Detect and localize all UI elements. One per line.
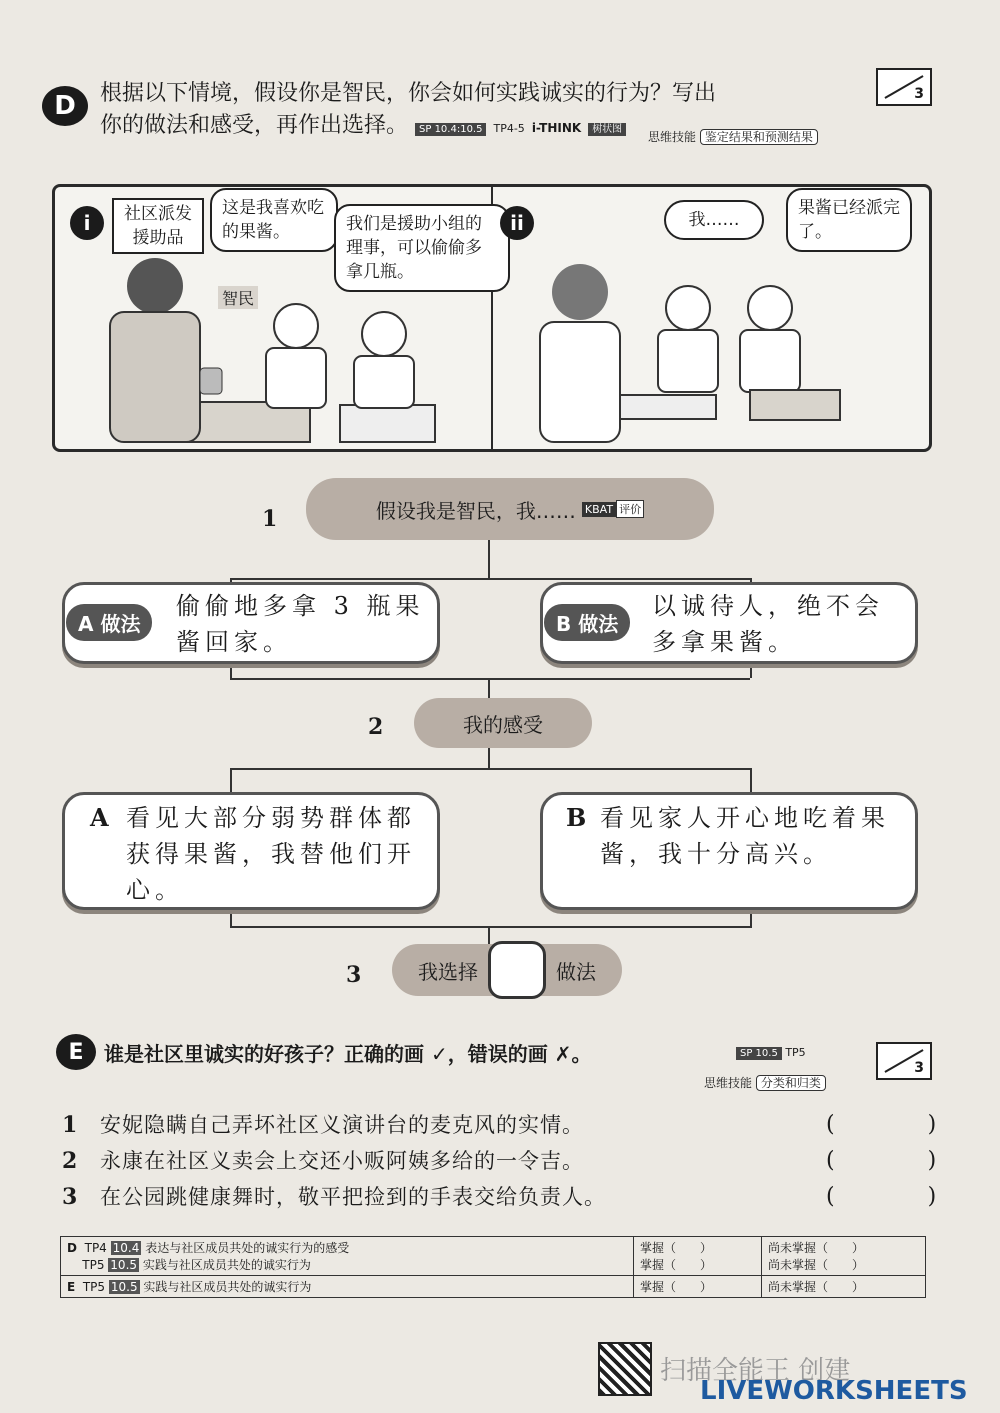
e-item-text: 安妮隐瞒自己弄坏社区义演讲台的麦克风的实情。 xyxy=(100,1113,584,1137)
assessment-table xyxy=(60,1236,926,1298)
tp-desc: 实践与社区成员共处的诚实行为 xyxy=(143,1280,312,1294)
section-e-question: 谁是社区里诚实的好孩子？正确的画 ✓，错误的画 ✗。 xyxy=(104,1042,592,1066)
option-b-text: 以诚待人，绝不会多拿果酱。 xyxy=(652,592,884,656)
skill-value: 鉴定结果和预测结果 xyxy=(700,129,818,145)
speech-bubble-boy: 这是我喜欢吃的果酱。 xyxy=(210,188,338,252)
step-1-label: 假设我是智民，我…… xyxy=(375,498,576,523)
e-item-3 xyxy=(62,1182,938,1218)
step-3-pre: 我选择 xyxy=(418,959,478,984)
skill-label: 思维技能 xyxy=(648,130,697,144)
girl-body xyxy=(354,356,414,408)
feeling-a-letter: A xyxy=(90,803,114,832)
community-sign: 社区派发援助品 xyxy=(112,198,204,254)
elder-body xyxy=(540,322,620,442)
choice-answer-box[interactable] xyxy=(488,941,546,999)
e-item-number: 2 xyxy=(62,1148,79,1174)
e-item-text: 在公园跳健康舞时，敬平把捡到的手表交给负责人。 xyxy=(100,1185,606,1209)
speech-bubble-girl: 我们是援助小组的理事，可以偷偷多拿几瓶。 xyxy=(334,204,510,292)
boy-body-2 xyxy=(658,330,718,392)
sp-code: 10.4 xyxy=(112,1241,140,1255)
sp-code: 10.5 xyxy=(110,1258,138,1272)
step-2-number: 2 xyxy=(368,714,384,740)
tp-level: TP5 xyxy=(82,1258,105,1272)
girl-head-2 xyxy=(748,286,792,330)
kbat-type: 评价 xyxy=(616,500,644,518)
step-3-number: 3 xyxy=(346,962,362,988)
scanner-watermark: 扫描全能王 创建 xyxy=(660,1356,851,1386)
not-mastered-label: 尚未掌握（ ） xyxy=(767,1241,864,1255)
e-skill-label: 思维技能 xyxy=(704,1076,753,1090)
not-mastered-label: 尚未掌握（ ） xyxy=(767,1258,864,1272)
table-cell-mastered: 掌握（ ） xyxy=(634,1276,762,1298)
section-e-score-box xyxy=(876,1042,932,1080)
section-e-skill xyxy=(704,1074,826,1091)
option-a-tag: A 做法 xyxy=(66,604,152,641)
jam-jar xyxy=(200,368,222,394)
name-tag-zhimin: 智民 xyxy=(218,286,258,309)
answer-paren[interactable]: ( ) xyxy=(826,1112,938,1137)
section-e-codes xyxy=(736,1046,806,1059)
question-line-1: 根据以下情境，假设你是智民，你会如何实践诚实的行为？写出 xyxy=(100,81,717,106)
table-cell-desc xyxy=(61,1276,634,1298)
panel-2-number: ii xyxy=(500,206,534,240)
feeling-b-letter: B xyxy=(566,803,592,832)
girl-head xyxy=(362,312,406,356)
table-cell-mastered xyxy=(634,1237,762,1276)
e-item-number: 1 xyxy=(62,1112,79,1138)
table-row xyxy=(61,1237,926,1276)
panel-1-number: i xyxy=(70,206,104,240)
table-cell-not-mastered: 尚未掌握（ ） xyxy=(761,1276,925,1298)
e-sp-code: SP 10.5 xyxy=(736,1047,782,1060)
step-3-pill xyxy=(392,944,622,996)
tp-desc: 表达与社区成员共处的诚实行为的感受 xyxy=(145,1241,350,1255)
step-3-post: 做法 xyxy=(556,959,596,984)
jars-row xyxy=(750,390,840,420)
tp-level: TP4 xyxy=(84,1241,107,1255)
e-skill-value: 分类和归类 xyxy=(756,1075,826,1091)
e-item-2 xyxy=(62,1146,938,1182)
boy-body xyxy=(266,348,326,408)
panel-1-illustration xyxy=(60,250,490,446)
kbat-tag: KBAT xyxy=(582,502,616,517)
sp-code: 10.5 xyxy=(110,1280,138,1294)
section-d-skill xyxy=(648,128,818,145)
boy-head-2 xyxy=(666,286,710,330)
boy-head xyxy=(274,304,318,348)
section-d-score-box xyxy=(876,68,932,106)
mastered-label: 掌握（ ） xyxy=(640,1241,713,1255)
panel-2-illustration xyxy=(500,250,920,446)
box-right xyxy=(340,405,435,442)
speech-bubble-girl-2: 果酱已经派完了。 xyxy=(786,188,912,252)
feeling-b-text: 看见家人开心地吃着果酱，我十分高兴。 xyxy=(600,804,890,868)
think-label: i-THINK xyxy=(531,121,582,135)
score-value: 3 xyxy=(914,86,924,102)
adult-head xyxy=(127,258,183,314)
adult-body xyxy=(110,312,200,442)
e-score-value: 3 xyxy=(914,1060,924,1076)
e-item-1 xyxy=(62,1110,938,1146)
section-d-badge: D xyxy=(42,86,88,126)
option-a-text: 偷偷地多拿 3 瓶果酱回家。 xyxy=(176,592,425,656)
e-item-text: 永康在社区义卖会上交还小贩阿姨多给的一令吉。 xyxy=(100,1149,584,1173)
step-1-pill xyxy=(306,478,714,540)
answer-paren[interactable]: ( ) xyxy=(826,1184,938,1209)
section-e-items xyxy=(62,1110,938,1218)
row-section: E xyxy=(67,1280,76,1294)
empty-box xyxy=(620,395,716,419)
step-1-number: 1 xyxy=(262,506,278,532)
option-b-tag: B 做法 xyxy=(544,604,630,641)
question-line-2-text: 你的做法和感受，再作出选择。 xyxy=(100,113,409,138)
answer-paren[interactable]: ( ) xyxy=(826,1148,938,1173)
table-cell-desc xyxy=(61,1237,634,1276)
table-cell-not-mastered xyxy=(761,1237,925,1276)
e-tp-code: TP5 xyxy=(785,1046,806,1059)
sp-code: SP 10.4:10.5 xyxy=(415,123,486,136)
step-2-pill: 我的感受 xyxy=(414,698,592,748)
feeling-a-text: 看见大部分弱势群体都获得果酱，我替他们开心。 xyxy=(126,804,416,904)
thought-bubble: 我…… xyxy=(664,200,764,240)
girl-body-2 xyxy=(740,330,800,392)
qr-code xyxy=(598,1342,652,1396)
mastered-label: 掌握（ ） xyxy=(640,1258,713,1272)
think-map: 树状图 xyxy=(588,123,626,136)
e-item-number: 3 xyxy=(62,1184,79,1210)
liveworksheets-logo: LIVEWORKSHEETS xyxy=(700,1376,968,1406)
table-row xyxy=(61,1276,926,1298)
tp-code: TP4-5 xyxy=(493,122,525,135)
tp-level: TP5 xyxy=(82,1280,106,1294)
tp-desc: 实践与社区成员共处的诚实行为 xyxy=(142,1258,311,1272)
elder-head xyxy=(552,264,608,320)
section-e-badge: E xyxy=(56,1034,96,1070)
row-section: D xyxy=(67,1241,77,1255)
